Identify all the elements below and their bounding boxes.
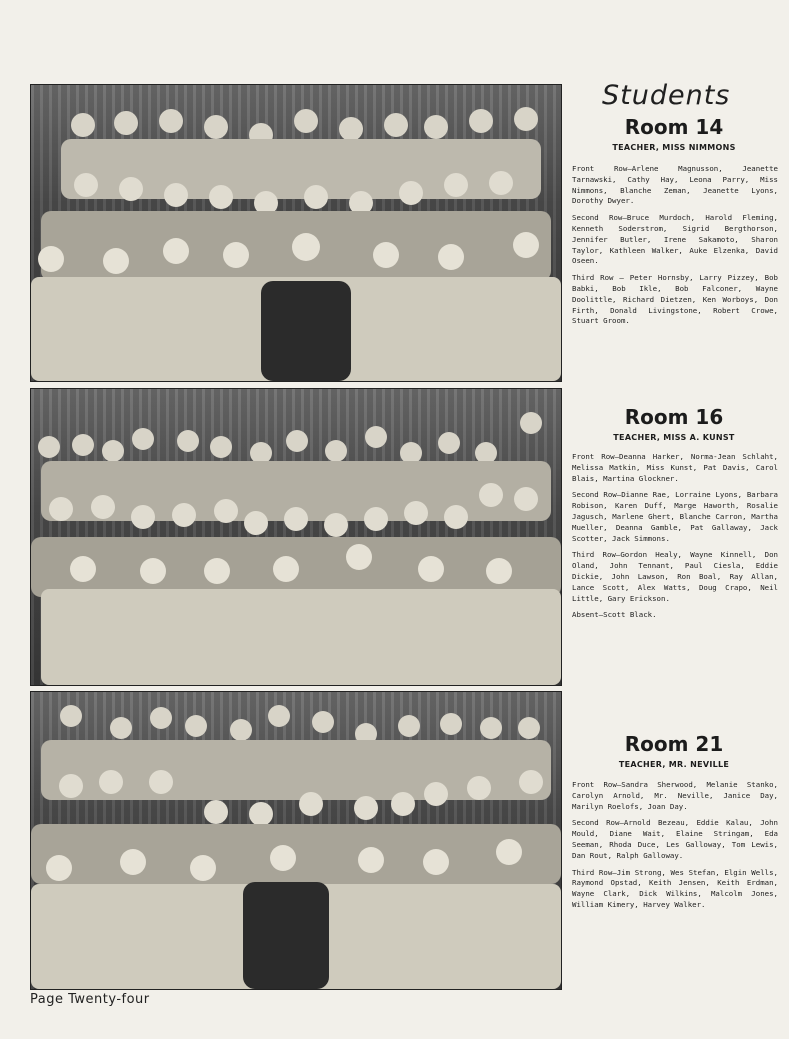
- room-16-title: Room 16: [624, 405, 724, 429]
- room-21-second-row: Second Row—Arnold Bezeau, Eddie Kalau, John Mould, Diane Wait, Elaine Stringam, Eda Seeman, Rhoda Duce, Les Galloway, Tom Lewis, Dan Rout, Ralph Galloway.: [572, 818, 778, 860]
- room-14-front-row: Front Row—Arlene Magnusson, Jeanette Tarnawski, Cathy Hay, Leona Parry, Miss Nimmons, Blanche Zeman, Jeanette Lyons, Dorothy Dwyer.: [572, 164, 778, 206]
- class-photo-room-14: [30, 84, 562, 382]
- room-21-front-row: Front Row—Sandra Sherwood, Melanie Stanko, Carolyn Arnold, Mr. Neville, Janice Day, Marilyn Roelofs, Joan Day.: [572, 780, 778, 811]
- room-21-third-row: Third Row—Jim Strong, Wes Stefan, Elgin Wells, Raymond Opstad, Keith Jensen, Keith Erdman, Wayne Clark, Dick Wilkins, Malcolm Jones, William Kimery, Harvey Walker.: [572, 867, 778, 909]
- class-photo-room-16: [30, 388, 562, 686]
- room-21-title: Room 21: [624, 732, 724, 756]
- class-photo-room-16-figures: [31, 389, 561, 685]
- room-21-caption: [572, 780, 778, 917]
- room-14-caption: [572, 164, 778, 333]
- room-14-second-row: Second Row—Bruce Murdoch, Harold Fleming, Kenneth Soderstrom, Sigrid Bergthorson, Jennifer Butler, Irene Sakamoto, Sharon Taylor, Kathleen Walker, Auke Elzenka, David Oseen.: [572, 213, 778, 266]
- room-14-title: Room 14: [624, 115, 724, 139]
- room-14-teacher: TEACHER, MISS NIMMONS: [612, 143, 736, 152]
- room-21-teacher: TEACHER, MR. NEVILLE: [618, 760, 730, 769]
- room-16-second-row: Second Row—Dianne Rae, Lorraine Lyons, Barbara Robison, Karen Duff, Marge Haworth, Rosalie Jagusch, Marlene Ghert, Blanche Carron, Martha Mueller, Deanna Gamble, Pat Gallaway, Jack Scotter, Jack Simmons.: [572, 490, 778, 543]
- class-photo-room-21-figures: [31, 692, 561, 989]
- class-photo-room-21: [30, 691, 562, 990]
- room-16-absent: Absent—Scott Black.: [572, 610, 657, 620]
- class-photo-room-14-figures: [31, 85, 561, 381]
- room-16-front-row: Front Row—Deanna Harker, Norma-Jean Schlaht, Melissa Matkin, Miss Kunst, Pat Davis, Carol Blais, Martina Glockner.: [572, 452, 778, 483]
- room-14-third-row: Third Row — Peter Hornsby, Larry Pizzey, Bob Babki, Bob Ikle, Bob Falconer, Wayne Doolittle, Richard Dietzen, Ken Worboys, Don Firth, Donald Livingstone, Robert Crowe, Stuart Groom.: [572, 273, 778, 326]
- room-16-third-row: Third Row—Gordon Healy, Wayne Kinnell, Don Oland, John Tennant, Paul Ciesla, Eddie Dickie, John Lawson, Ron Boal, Ray Allan, Lance Scott, Alex Watts, Doug Crapo, Neil Little, Gary Erickson.: [572, 550, 778, 603]
- room-16-teacher: TEACHER, MISS A. KUNST: [613, 433, 735, 442]
- page-number: Page Twenty-four: [30, 992, 150, 1007]
- page-heading: Students: [602, 80, 731, 111]
- room-16-caption: [572, 452, 778, 627]
